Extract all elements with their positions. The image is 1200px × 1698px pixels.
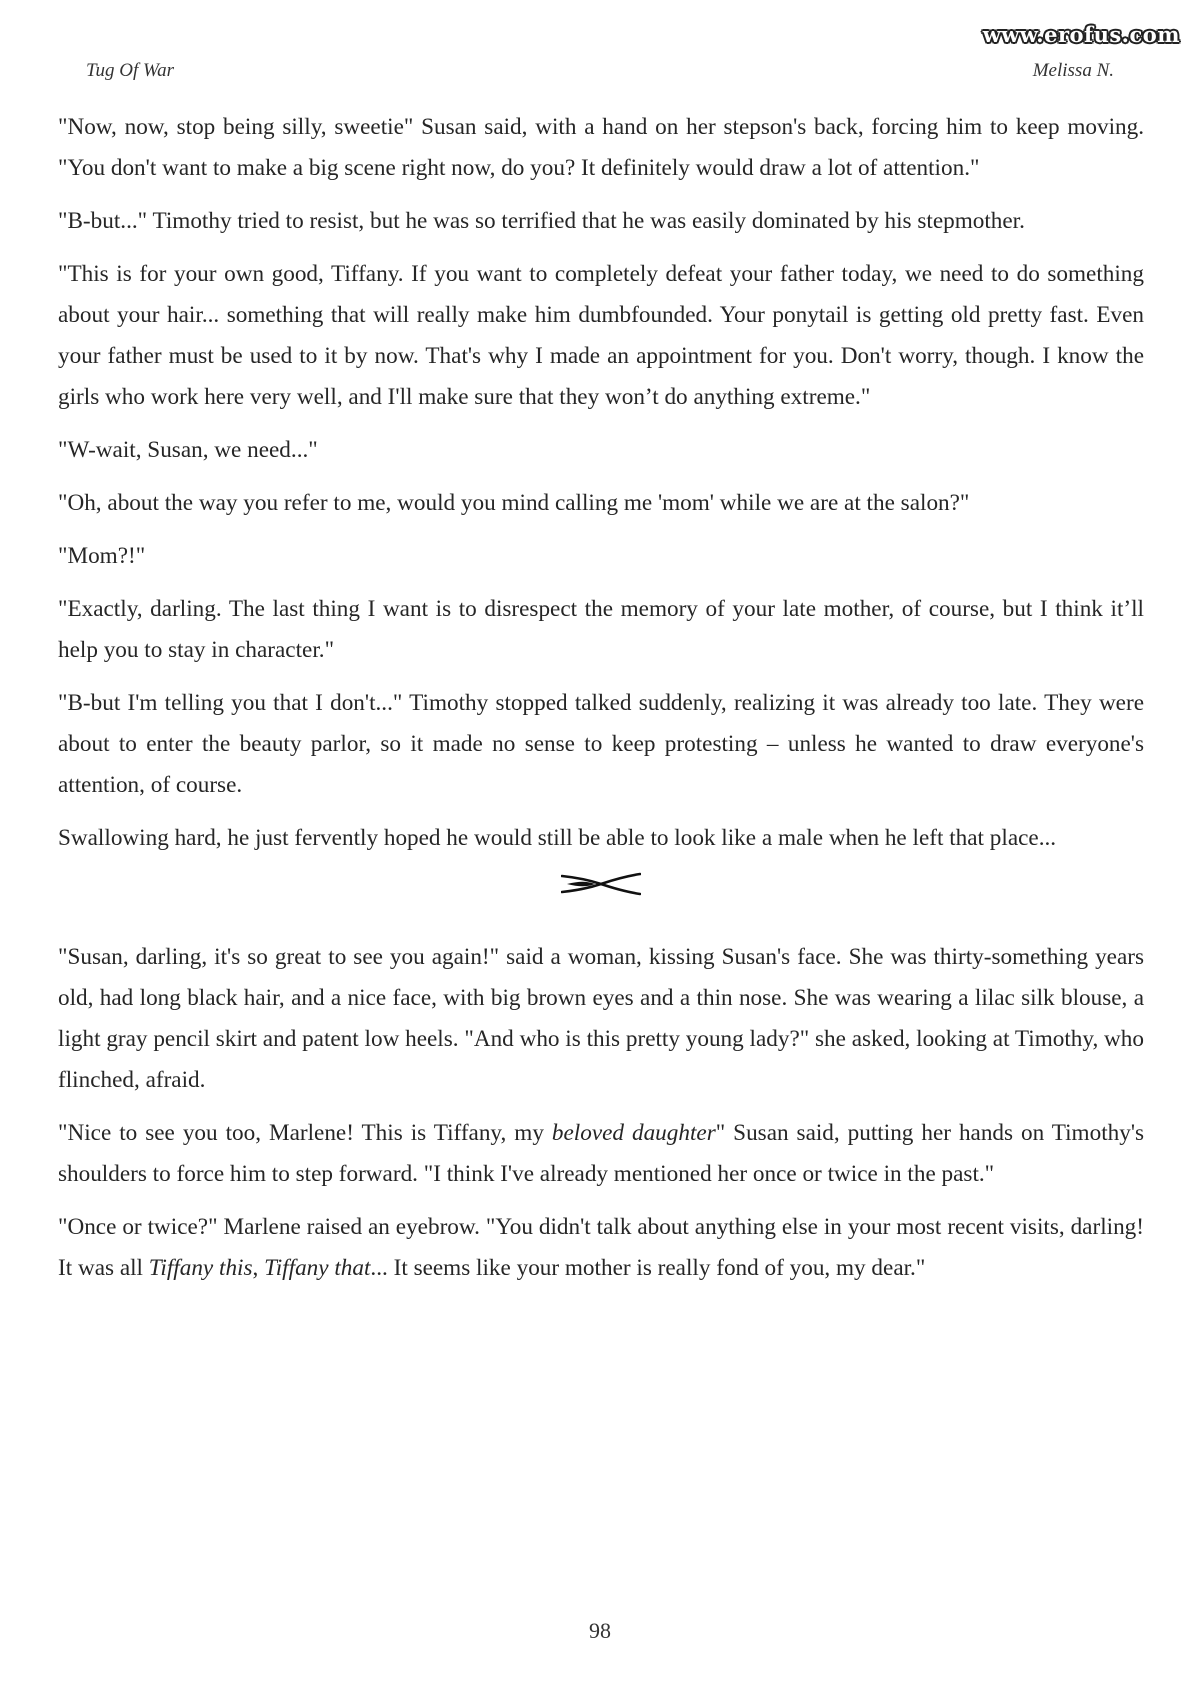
page-body — [58, 107, 1144, 1301]
paragraph-text: "B-but..." Timothy tried to resist, but he was so terrified that he was easily dominated by his stepmother. — [58, 208, 1025, 234]
paragraph — [58, 683, 1144, 806]
paragraph — [58, 1113, 1144, 1195]
paragraph — [58, 107, 1144, 189]
author-name: Melissa N. — [1032, 60, 1114, 81]
paragraph — [58, 589, 1144, 671]
emphasis-text: beloved daughter — [551, 1120, 716, 1146]
paragraph-text: "Nice to see you too, Marlene! This is Tiffany, my — [58, 1120, 552, 1146]
book-title: Tug Of War — [86, 60, 174, 81]
watermark: www.erofus.com — [982, 22, 1180, 47]
paragraph-text: "Mom?!" — [58, 543, 146, 569]
paragraph-text: "W-wait, Susan, we need..." — [58, 437, 318, 463]
paragraph — [58, 254, 1144, 418]
paragraph-text: "Once or twice?" Marlene raised an eyebrow. "You didn't talk about anything else in your most recent visits, darling! It was all — [58, 1214, 1144, 1281]
paragraph — [58, 430, 1144, 471]
paragraph — [58, 536, 1144, 577]
paragraph-text: "Susan, darling, it's so great to see you again!" said a woman, kissing Susan's face. She was thirty-something years old, had long black hair, and a nice face, with big brown eyes and a thin nose. She was wearing a lilac silk blouse, a light gray pencil skirt and patent low heels. "And who is this pretty young lady?" she asked, looking at Timothy, who flinched, afraid. — [58, 944, 1144, 1093]
emphasis-text: Tiffany that — [264, 1255, 371, 1281]
paragraph-text: "B-but I'm telling you that I don't..." Timothy stopped talked suddenly, realizing it was already too late. They were about to enter the beauty parlor, so it made no sense to keep protesting – unless he wanted to draw everyone's attention, of course. — [58, 690, 1144, 798]
paragraph-text: " Susan said, putting her hands on Timothy's shoulders to force him to step forward. "I think I've already mentioned her once or twice in the past." — [58, 1120, 1145, 1187]
paragraph-text: "Exactly, darling. The last thing I want is to disrespect the memory of your late mother, of course, but I think it’ll help you to stay in character." — [58, 596, 1144, 663]
scene-break-divider — [58, 871, 1144, 913]
paragraph-text: "Now, now, stop being silly, sweetie" Susan said, with a hand on her stepson's back, forcing him to keep moving. "You don't want to make a big scene right now, do you? It definitely would draw a lot of attention." — [58, 114, 1144, 181]
paragraph-text: , — [252, 1255, 265, 1281]
paragraph — [58, 201, 1144, 242]
paragraph-text: "Oh, about the way you refer to me, would you mind calling me 'mom' while we are at the salon?" — [58, 490, 970, 516]
paragraph-text: "This is for your own good, Tiffany. If you want to completely defeat your father today, we need to do something about your hair... something that will really make him dumbfounded. Your ponytail is getting old pretty fast. Even your father must be used to it by now. That's why I made an appointment for you. Don't worry, though. I know the girls who work here very well, and I'll make sure that they won’t do anything extreme." — [58, 261, 1144, 410]
scene-break-ornament-icon — [561, 871, 641, 897]
text-section-1 — [58, 107, 1144, 859]
paragraph — [58, 1207, 1144, 1289]
paragraph-text: ... It seems like your mother is really fond of you, my dear." — [370, 1255, 926, 1281]
page-header — [86, 60, 1114, 90]
text-section-2 — [58, 937, 1144, 1289]
paragraph-text: Swallowing hard, he just fervently hoped he would still be able to look like a male when he left that place... — [58, 825, 1057, 851]
paragraph — [58, 483, 1144, 524]
paragraph — [58, 818, 1144, 859]
page-number: 98 — [589, 1618, 611, 1643]
emphasis-text: Tiffany this — [148, 1255, 253, 1281]
paragraph — [58, 937, 1144, 1101]
